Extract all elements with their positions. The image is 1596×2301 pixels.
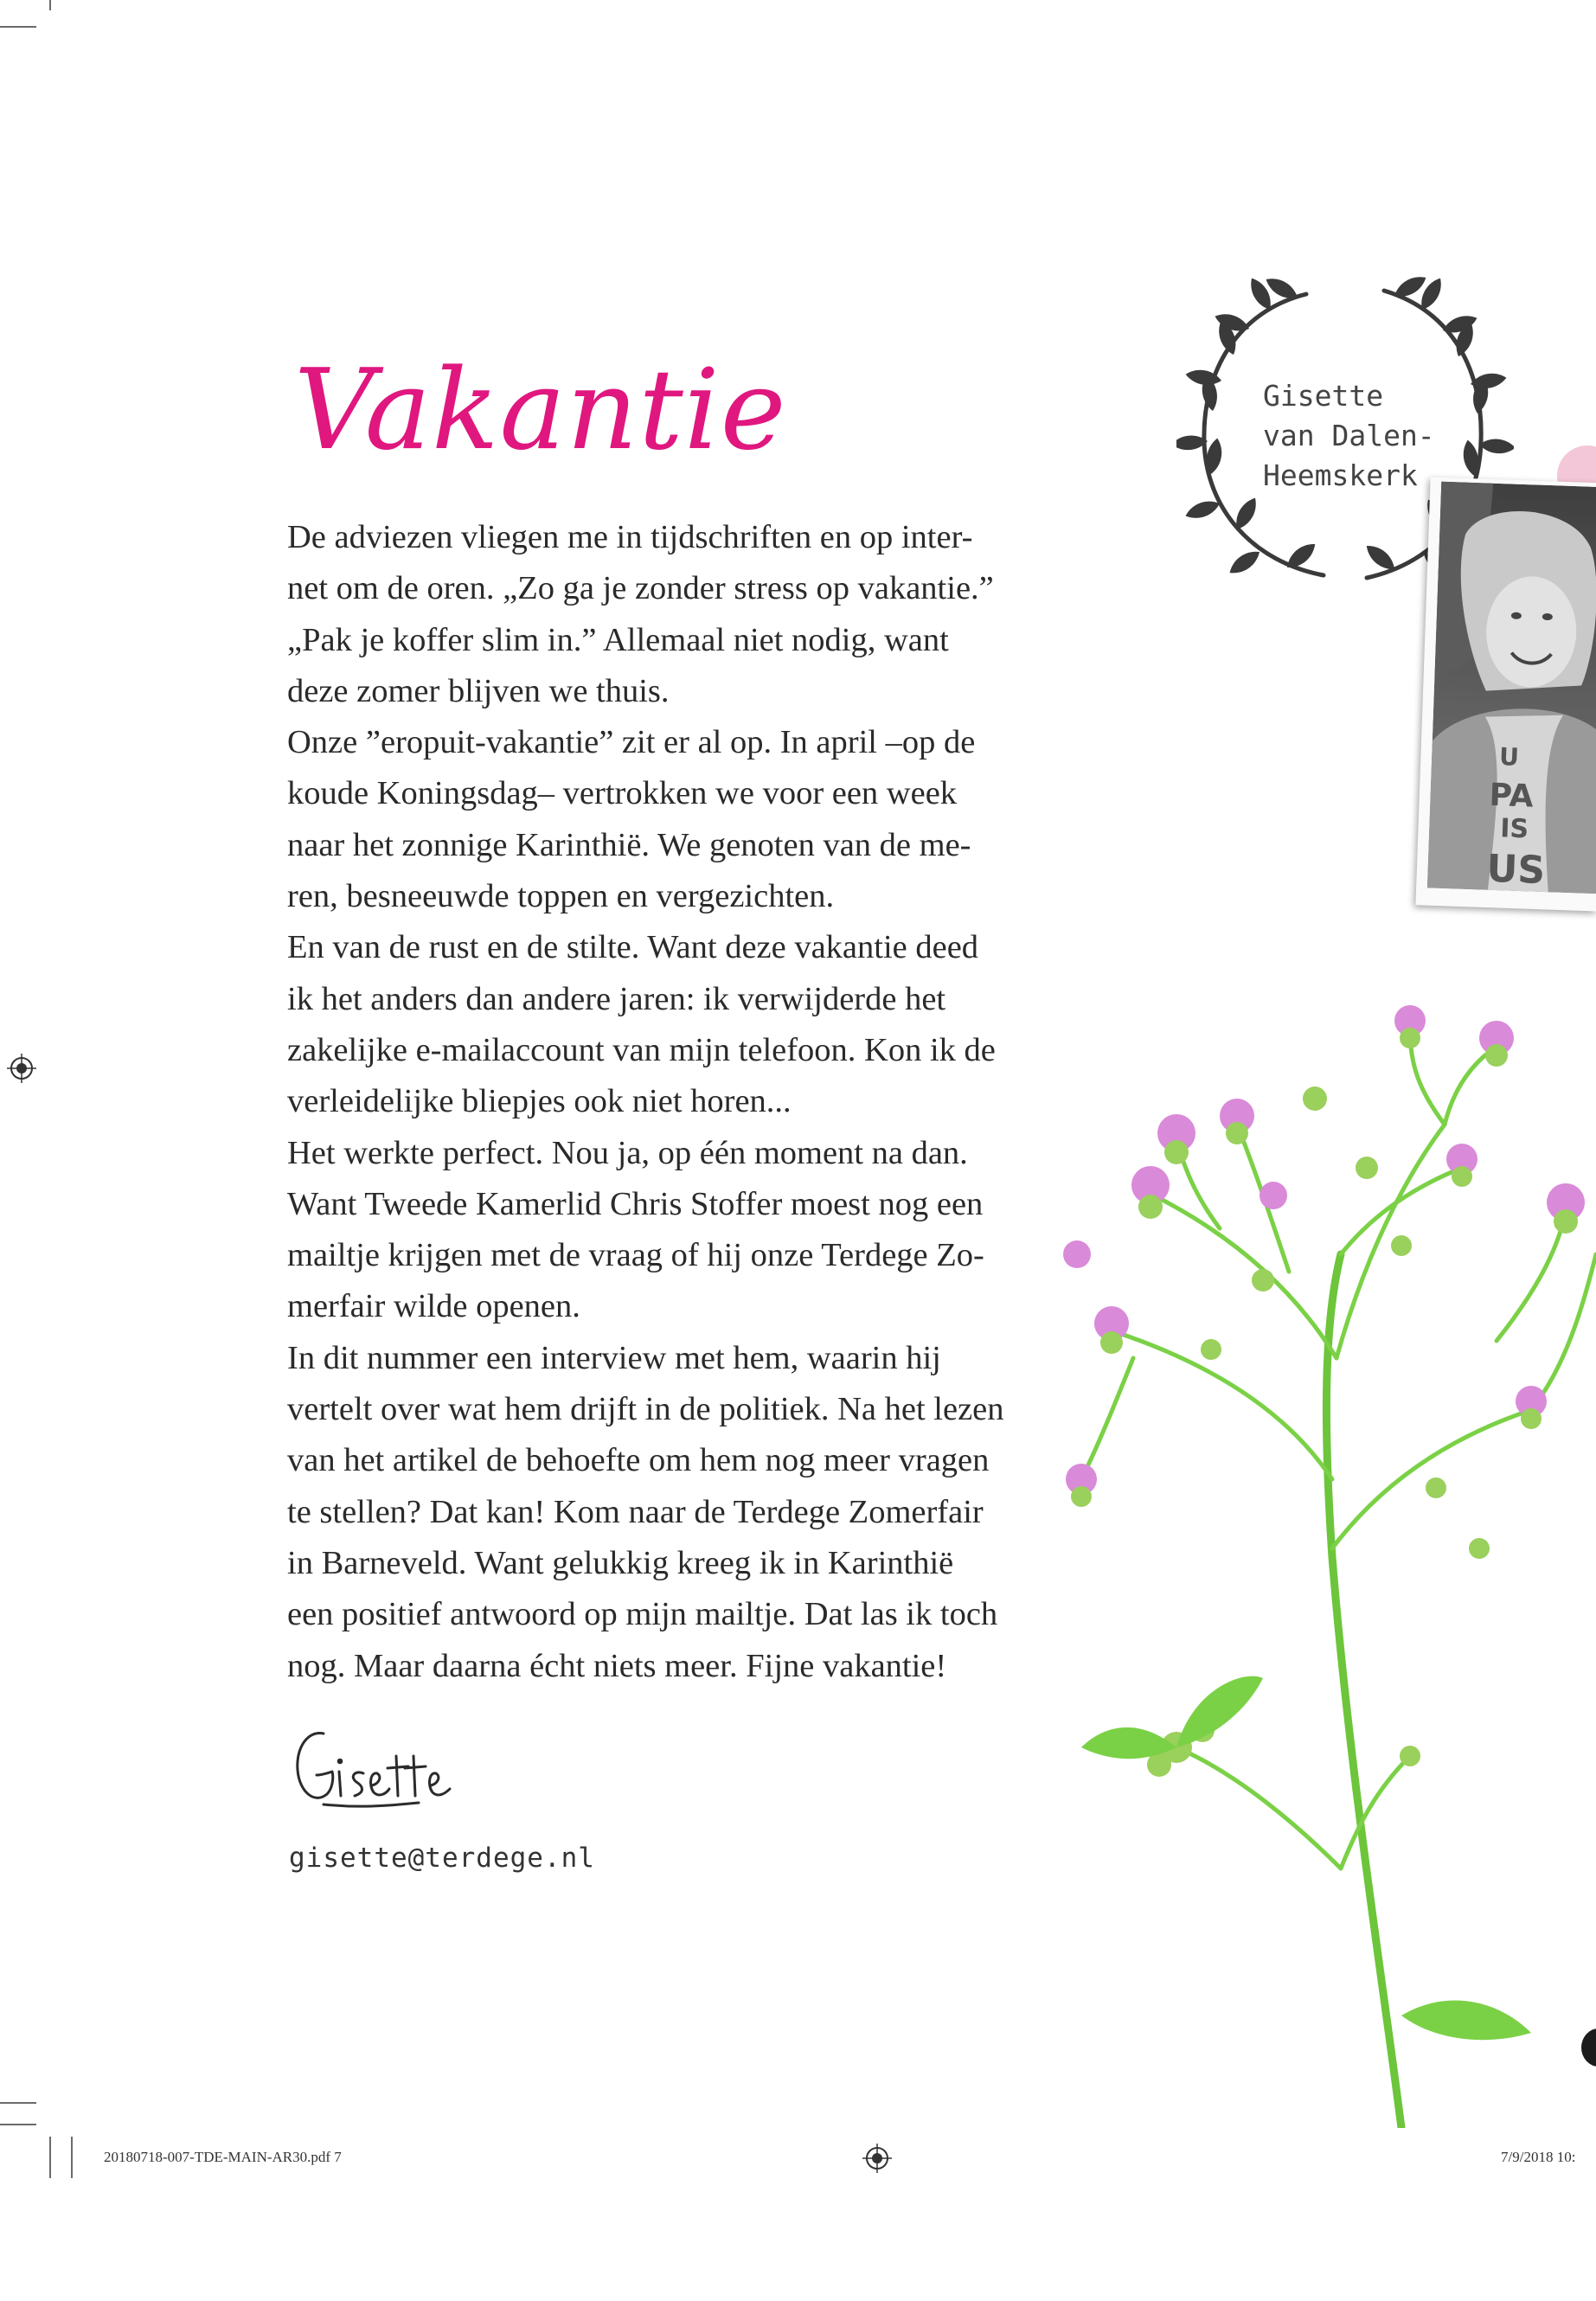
crop-mark-icon (49, 2137, 51, 2178)
crop-mark-icon (0, 2102, 36, 2104)
body-line: Het werkte perfect. Nou ja, op één moment na dan. (287, 1134, 968, 1171)
shirt-letters: U (1498, 742, 1520, 772)
body-line: net om de oren. „Zo ga je zonder stress op vakantie.” (287, 570, 994, 607)
shirt-letters: PA (1488, 777, 1535, 815)
body-line: een positief antwoord op mijn mailtje. Dat las ik toch (287, 1596, 998, 1633)
body-line: „Pak je koffer slim in.” Allemaal niet nodig, want (287, 621, 949, 658)
crop-mark-icon (71, 2137, 73, 2178)
body-line: in Barneveld. Want gelukkig kreeg ik in Karinthië (287, 1544, 954, 1581)
author-name-line: Heemskerk (1263, 458, 1418, 492)
body-line: De adviezen vliegen me in tijdschriften en op inter- (287, 519, 973, 555)
body-line: koude Koningsdag– vertrokken we voor een week (287, 775, 958, 812)
body-line: In dit nummer een interview met hem, waarin hij (287, 1339, 941, 1376)
footer-file-name: 20180718-007-TDE-MAIN-AR30.pdf 7 (104, 2149, 342, 2165)
crop-mark-icon (0, 2124, 36, 2125)
article-body (287, 512, 1057, 1692)
body-line: mailtje krijgen met de vraag of hij onze Terdege Zo- (287, 1237, 984, 1274)
body-line: verleidelijke bliepjes ook niet horen... (287, 1083, 792, 1120)
author-badge (1263, 376, 1453, 496)
footer-date-time: 7/9/2018 10: (1501, 2149, 1576, 2165)
crop-mark-icon (49, 0, 51, 10)
author-photo (1427, 482, 1596, 894)
body-line: Want Tweede Kamerlid Chris Stoffer moest nog een (287, 1185, 984, 1222)
body-line: merfair wilde openen. (287, 1288, 580, 1325)
crop-mark-icon (0, 26, 36, 28)
shirt-letters: US (1485, 846, 1546, 894)
author-name-line: Gisette (1263, 379, 1384, 413)
body-line: ren, besneeuwde toppen en vergezichten. (287, 878, 835, 915)
shirt-letters: IS (1499, 813, 1529, 845)
body-line: van het artikel de behoefte om hem nog meer vragen (287, 1442, 990, 1479)
body-line: nog. Maar daarna écht niets meer. Fijne vakantie! (287, 1647, 947, 1684)
body-line: deze zomer blijven we thuis. (287, 672, 670, 709)
body-line: En van de rust en de stilte. Want deze vakantie deed (287, 929, 979, 966)
body-line: zakelijke e-mailaccount van mijn telefoon. Kon ik de (287, 1031, 996, 1068)
author-email: gisette@terdege.nl (289, 1843, 595, 1874)
author-name-line: van Dalen- (1263, 419, 1435, 452)
article-title: Vakantie (294, 346, 787, 475)
flower-illustration (1047, 995, 1596, 2131)
body-line: naar het zonnige Karinthië. We genoten van de me- (287, 826, 971, 863)
registration-mark-icon (7, 1054, 36, 1086)
body-line: vertelt over wat hem drijft in de politiek. Na het lezen (287, 1391, 1004, 1428)
body-line: te stellen? Dat kan! Kom naar de Terdege Zomerfair (287, 1493, 984, 1530)
body-line: ik het anders dan andere jaren: ik verwijderde het (287, 980, 946, 1017)
body-line: Onze ”eropuit-vakantie” zit er al op. In april –op de (287, 724, 976, 761)
registration-mark-icon (862, 2144, 892, 2176)
handwritten-signature (289, 1721, 453, 1820)
